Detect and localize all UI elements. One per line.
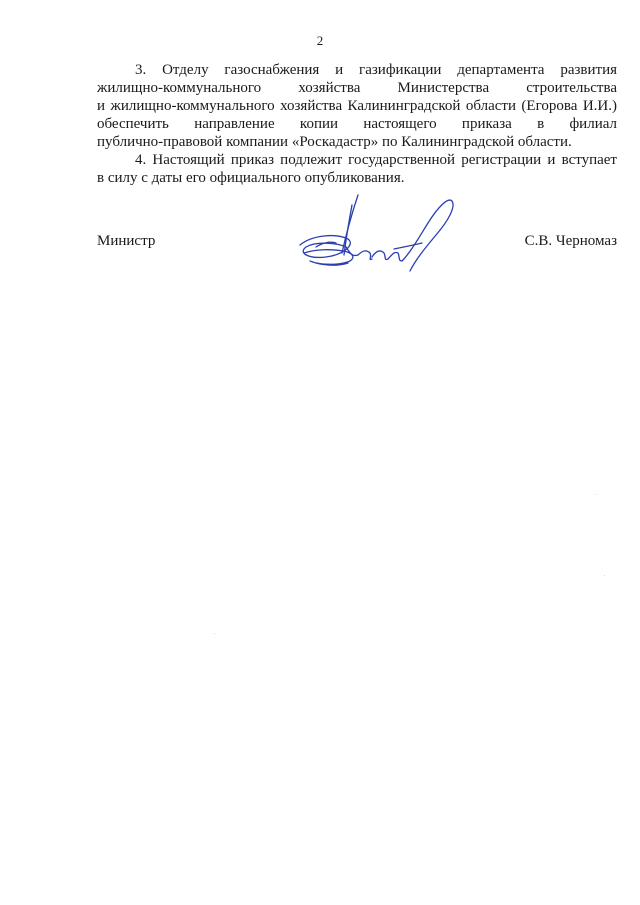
page-number: 2 (316, 33, 324, 48)
paragraph-3-line-3: и жилищно-коммунального хозяйства Калининградской области (Егорова И.И.) (97, 98, 617, 114)
paragraph-4 (97, 151, 617, 187)
paragraph-3-line-4: обеспечить направление копии настоящего приказа в филиал (97, 116, 617, 132)
handwritten-signature (286, 191, 466, 277)
paragraph-3-line-1: 3. Отделу газоснабжения и газификации департамента развития (135, 62, 617, 78)
paragraph-4-line-2: в силу с даты его официального опубликования. (97, 170, 405, 186)
scan-speck (604, 575, 605, 576)
minister-name: С.В. Черномаз (524, 233, 617, 249)
minister-title: Министр (97, 233, 156, 249)
paragraph-3-line-2: жилищно-коммунального хозяйства Министерства строительства (97, 80, 617, 96)
paragraph-3-line-5: публично-правовой компании «Роскадастр» по Калининградской области. (97, 134, 572, 150)
paragraph-3 (97, 61, 617, 151)
scan-speck (214, 633, 215, 634)
paragraph-4-line-1: 4. Настоящий приказ подлежит государственной регистрации и вступает (135, 152, 617, 168)
scan-speck (596, 494, 597, 495)
